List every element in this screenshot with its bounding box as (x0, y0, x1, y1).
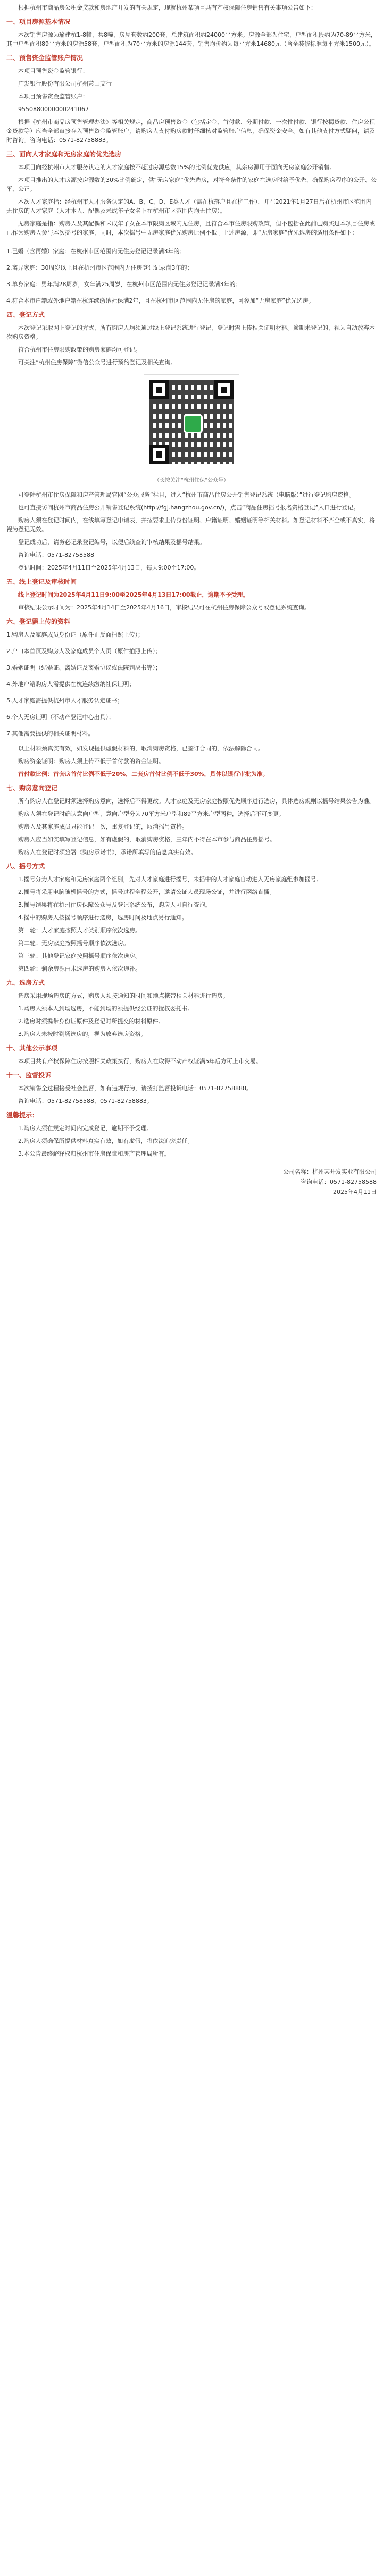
signature-company: 公司名称：杭州某开发实业有限公司 (283, 1168, 377, 1175)
section-11-p1: 本次销售全过程接受社会监督，如有违规行为，请拨打监督投诉电话：0571-82758888。 (18, 1085, 252, 1092)
section-3-p3: 本次人才家庭指：经杭州市人才服务认定的A、B、C、D、E类人才（需在杭落户且在杭工作），并在2021年1月27日后在杭州市区范围内无住房的人才家庭（人才本人、配偶及未成年子女名下在杭州市区范围内均无住房）。 (6, 198, 372, 214)
section-4-p1: 本次登记采取网上登记的方式，所有购房人均须通过线上登记系统进行登记，登记时需上传相关证明材料。逾期未登记的，视为自动放弃本次购房资格。 (6, 324, 375, 340)
section-8-p3: 3.摇号结果将在杭州住房保障公众号及登记系统公布，购房人可自行查询。 (18, 901, 211, 908)
section-1-title: 一、项目房源基本情况 (6, 18, 71, 26)
section-9-title: 九、选房方式 (6, 979, 45, 986)
section-4b-phone: 咨询电话：0571-82758588 (18, 551, 94, 558)
section-4-title: 四、登记方式 (6, 311, 45, 319)
section-6-title: 六、登记需上传的资料 (6, 618, 71, 625)
section-4b-time: 登记时间：2025年4月11日至2025年4月13日，每天9:00至17:00。 (18, 564, 200, 571)
section-2-bank-name: 广发银行股份有限公司杭州萧山支行 (18, 80, 112, 87)
section-7-title: 七、购房意向登记 (6, 784, 58, 792)
section-7-p5: 购房人在登记时须签署《购房承诺书》，承诺所填写的信息真实有效。 (18, 849, 197, 856)
section-9-p1: 选房采用现场选房的方式，购房人须按通知的时间和地点携带相关材料进行选房。 (18, 992, 229, 999)
notes-p2: 2.购房人须确保所提供材料真实有效，如有虚假，将依法追究责任。 (18, 1138, 194, 1144)
section-5-p2: 审核结果公示时间为：2025年4月14日至2025年4月16日，审核结果可在杭州住房保障公众号或登记系统查询。 (18, 604, 310, 611)
section-2-account-label: 本项目预售资金监管账户： (18, 93, 88, 100)
qr-code-image[interactable] (144, 374, 239, 470)
section-3-title: 三、面向人才家庭和无房家庭的优先选房 (6, 150, 122, 158)
section-6-item: 3.婚姻证明（结婚证、离婚证及离婚协议或法院判决书等）； (6, 664, 161, 671)
section-2-title: 二、预售资金监管账户情况 (6, 54, 84, 62)
section-3-list-item: 1.已婚（含再婚）家庭：在杭州市区范围内无住房登记记录满3年的； (6, 248, 186, 255)
section-9-p2: 1.购房人须本人到场选房，不能到场的须提供经公证的授权委托书。 (18, 1005, 194, 1012)
section-6-item: 1.购房人及家庭成员身份证（原件正反面拍照上传）； (6, 631, 144, 638)
section-8-p7: 第三轮：其他登记家庭按照摇号顺序依次选房。 (18, 952, 141, 959)
section-1-text: 本次销售房源为瑜建杭1-8幢，共8幢，房屋套数约200套，总建筑面积约24000平方米。房源全部为住宅，户型面积段约为70-89平方米，其中户型面积89平方米的房源58套，户型面积为70平方米的房源144套，销售均价约为每平方米14680元（含全装修标准每平方米1500元）。 (6, 31, 377, 47)
section-9-p3: 2.选房时须携带身份证原件及登记时所提交的材料原件。 (18, 1018, 164, 1025)
section-6-item: 6.个人无房证明（不动产登记中心出具）； (6, 714, 114, 721)
section-4b-p4: 登记成功后，请务必记录登记编号，以便后续查询审核结果及摇号结果。 (18, 539, 205, 546)
notes-title: 温馨提示： (6, 1111, 39, 1119)
notes-p3: 3.本公告最终解释权归杭州市住房保障和房产管理局所有。 (18, 1150, 170, 1157)
section-2-bank-label: 本项目预售资金监管银行： (18, 68, 88, 74)
section-3-list-item: 3.单身家庭：男年满28周岁，女年满25周岁，在杭州市区范围内无住房登记记录满3年的； (6, 281, 242, 288)
section-7-p1: 所有购房人在登记时须选择购房意向，选择后不得更改。人才家庭及无房家庭按照优先顺序进行选房，具体选房规则以摇号结果公告为准。 (18, 798, 375, 805)
section-7-p3: 购房人及其家庭成员只能登记一次，重复登记的，取消摇号资格。 (18, 823, 188, 830)
section-8-p4: 4.摇中的购房人按摇号顺序进行选房，选房时间及地点另行通知。 (18, 914, 188, 921)
qr-caption: （长按关注“杭州住保”公众号） (154, 478, 229, 483)
section-5-p1: 线上登记时间为2025年4月11日9:00至2025年4月13日17:00截止，逾期不予受理。 (18, 591, 249, 598)
section-6-item: 7.其他需要提供的相关证明材料。 (6, 730, 94, 737)
section-10-title: 十、其他公示事项 (6, 1044, 58, 1052)
section-3-p2: 本项目推出的人才房源按房源数的30%比例确定，供“无房家庭”优先选房，对符合条件的家庭在选房时给予优先，确保购房程序的公开、公平、公正。 (6, 177, 377, 193)
section-7-p4: 购房人应当如实填写登记信息，如有虚假的，取消购房资格，三年内不得在本市参与商品住房摇号。 (18, 836, 276, 843)
section-2-account-number: 9550880000000241067 (18, 106, 89, 113)
section-7-p2: 购房人须在登记时确认意向户型，意向户型分为70平方米户型和89平方米户型两种，选择后不可变更。 (18, 810, 285, 817)
signature-date: 2025年4月11日 (333, 1189, 377, 1195)
section-8-p6: 第二轮：无房家庭按照摇号顺序依次选房。 (18, 940, 129, 947)
section-4b-p2: 也可直接访问杭州市商品住房公开销售登记系统(http://fgj.hangzhou.gov.cn/)，点击“商品住房摇号报名资格登记”入口进行登记。 (18, 504, 360, 511)
intro-paragraph: 根据杭州市商品房公积金贷款和房地产开发的有关规定，现就杭州某项目共有产权保障住房销售有关事项公告如下： (18, 4, 317, 11)
section-3-p4: 无房家庭是指：购房人及其配偶和未成年子女在本市限购区域内无住房，且符合本市住房限购政策，但不包括在此前已购买过本项目住房或已作为购房人参与本次摇号的家庭，同时，本次摇号中无房家庭优先购房比例不低于上述房源，即“无房家庭”优先选房的适用条件如下： (6, 220, 375, 236)
section-10-p1: 本项目共有产权保障住房按照相关政策执行，购房人在取得不动产权证满5年后方可上市交易。 (18, 1058, 262, 1065)
section-8-title: 八、摇号方式 (6, 863, 45, 870)
section-2-note: 根据《杭州市商品房预售管理办法》等相关规定，商品房预售资金（包括定金、首付款、分期付款、一次性付款、银行按揭贷款、住房公积金贷款等）应当全部直接存入预售资金监管账户，请购房人支付购房款时仔细核对监管账户信息，确保资金安全。如有其他支付方式疑问，请及时咨询。咨询电话：0571-82758883。 (6, 119, 375, 144)
section-5-title: 五、线上登记及审核时间 (6, 578, 77, 586)
section-3-p1: 本项目向经杭州市人才服务认定的人才家庭按不超过房源总数15%的比例优先供应，其余房源用于面向无房家庭公开销售。 (18, 164, 336, 171)
signature-phone: 咨询电话：0571-82758588 (301, 1178, 377, 1185)
section-4b-p1: 可登陆杭州市住房保障和房产管理局官网“公众服务”栏目，进入“杭州市商品住房公开销售登记系统（电脑版）”进行登记购房资格。 (18, 491, 355, 498)
section-8-p5: 第一轮：人才家庭按照人才类别顺序依次选房。 (18, 927, 141, 934)
section-9-p4: 3.购房人未按时到场选房的，视为放弃选房资格。 (18, 1031, 147, 1038)
section-8-p2: 2.摇号将采用电脑随机摇号的方式，摇号过程全程公开，邀请公证人员现场公证，并进行网络直播。 (18, 889, 276, 896)
section-6-p2: 购房资金证明：购房人须上传不低于首付款的资金证明。 (18, 758, 164, 765)
section-8-p1: 1.摇号分为人才家庭和无房家庭两个组别，先对人才家庭进行摇号，未摇中的人才家庭自动进入无房家庭组参加摇号。 (18, 876, 322, 883)
section-4-p2: 符合杭州市住房限购政策的购房家庭均可登记。 (18, 346, 141, 353)
section-6-p1: 以上材料须真实有效，如发现提供虚假材料的，取消购房资格，已签订合同的，依法解除合同。 (18, 745, 264, 752)
section-11-p2: 咨询电话：0571-82758588、0571-82758883。 (18, 1098, 153, 1105)
section-3-list-item: 2.离异家庭：30周岁以上且在杭州市区范围内无住房登记记录满3年的； (6, 264, 193, 271)
section-6-p3: 首付款比例：首套房首付比例不低于20%，二套房首付比例不低于30%，具体以银行审批为准。 (18, 771, 269, 777)
section-3-list-item: 4.符合本市户籍或外地户籍在杭连续缴纳社保满2年，且在杭州市区范围内无住房的家庭，可参加“无房家庭”优先选房。 (6, 297, 314, 304)
section-11-title: 十一、监督投诉 (6, 1072, 52, 1079)
notes-p1: 1.购房人须在规定时间内完成登记，逾期不予受理。 (18, 1125, 153, 1132)
section-6-item: 4.外地户籍购房人需提供在杭连续缴纳社保证明； (6, 681, 135, 688)
section-6-item: 2.户口本首页及购房人及家庭成员个人页（原件拍照上传）； (6, 648, 161, 655)
qr-code-block (6, 374, 377, 473)
section-4-p3: 可关注“杭州住房保障”微信公众号进行预约登记及相关查询。 (18, 359, 177, 366)
section-6-item: 5.人才家庭需提供杭州市人才服务认定证书； (6, 697, 123, 704)
section-4b-p3: 购房人须在登记时间内，在线填写登记申请表，并按要求上传身份证明、户籍证明、婚姻证明等相关材料。如登记材料不齐全或不真实，将视为登记无效。 (6, 517, 375, 533)
announcement-document (0, 0, 383, 1201)
wechat-logo-icon (184, 414, 203, 433)
section-8-p8: 第四轮：剩余房源由未选房的购房人依次递补。 (18, 965, 141, 972)
